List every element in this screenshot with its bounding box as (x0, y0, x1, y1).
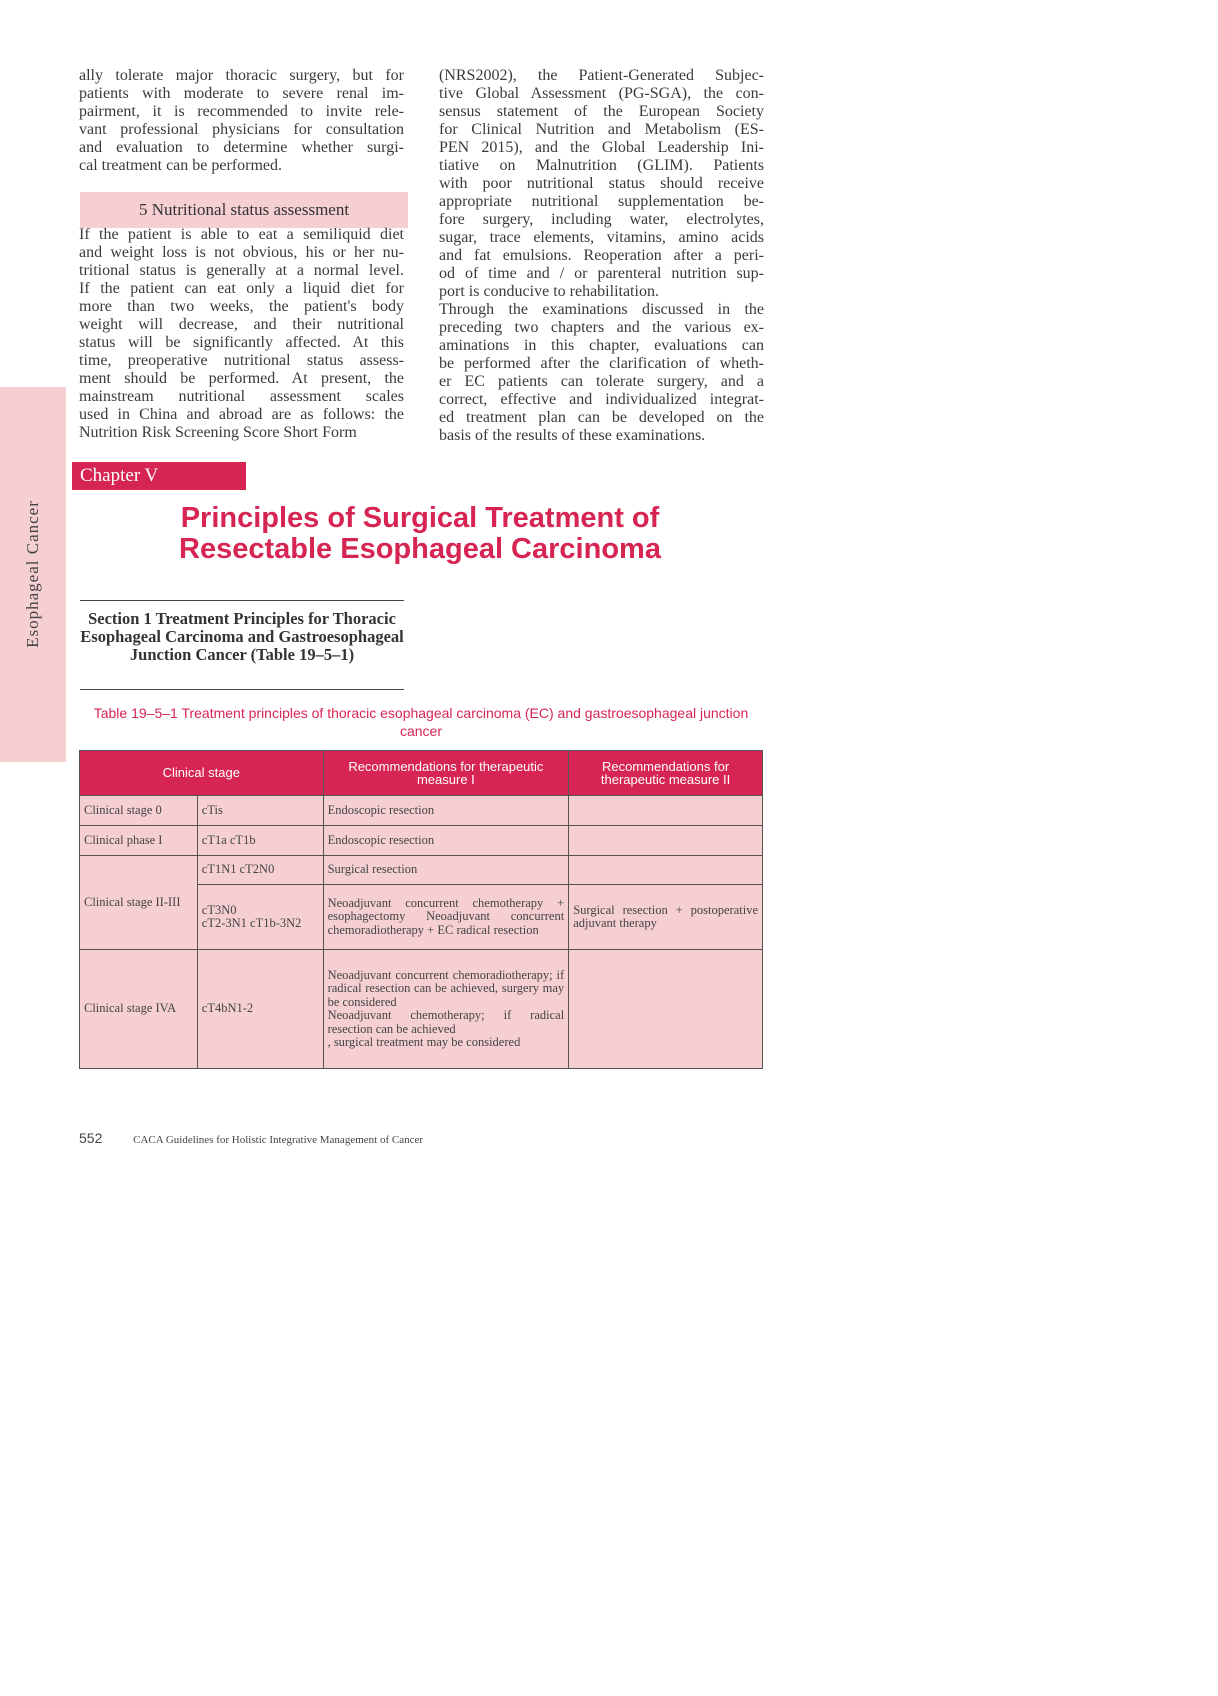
measure-1-cell: Surgical resection (323, 856, 569, 885)
table-row (80, 950, 763, 1069)
measure-1-cell: Endoscopic resection (323, 826, 569, 856)
chapter-label: Chapter V (72, 462, 246, 490)
left-top-paragraph (79, 67, 404, 175)
text-line: used in China and abroad are as follows: the (79, 406, 404, 423)
text-line: ment should be performed. At present, the (79, 370, 404, 387)
tnm-cell: cT4bN1-2 (197, 950, 323, 1069)
page-number: 552 (79, 1130, 103, 1146)
stage-cell: Clinical stage II-III (80, 856, 198, 950)
measure-2-cell (569, 796, 763, 826)
left-body-paragraph (79, 226, 404, 442)
text-line: cal treatment can be performed. (79, 157, 282, 174)
text-line: tive Global Assessment (PG-SGA), the con- (439, 85, 764, 102)
section-rule-bottom (80, 689, 404, 690)
text-line: od of time and / or parenteral nutrition sup- (439, 265, 764, 282)
table-caption: Table 19–5–1 Treatment principles of thoracic esophageal carcinoma (EC) and gastroesophageal junction cancer (93, 705, 749, 739)
text-line: ally tolerate major thoracic surgery, but for (79, 67, 404, 84)
text-line: weight will decrease, and their nutritional (79, 316, 404, 333)
stage-cell: Clinical stage IVA (80, 950, 198, 1069)
text-line: er EC patients can tolerate surgery, and a (439, 373, 764, 390)
text-line: (NRS2002), the Patient-Generated Subjec- (439, 67, 764, 84)
text-line: patients with moderate to severe renal im- (79, 85, 404, 102)
text-line: be performed after the clarification of wheth- (439, 355, 764, 372)
text-line: and weight loss is not obvious, his or her nu- (79, 244, 404, 261)
text-line: ed treatment plan can be developed on the (439, 409, 764, 426)
treatment-table (79, 750, 763, 1069)
text-line: If the patient can eat only a liquid diet for (79, 280, 404, 297)
text-line: PEN 2015), and the Global Leadership Ini- (439, 139, 764, 156)
text-line: and fat emulsions. Reoperation after a peri- (439, 247, 764, 264)
book-title: CACA Guidelines for Holistic Integrative Management of Cancer (133, 1134, 424, 1146)
tnm-cell: cT1N1 cT2N0 (197, 856, 323, 885)
text-line: If the patient is able to eat a semiliquid diet (79, 226, 404, 243)
tnm-cell: cTis (197, 796, 323, 826)
text-line: aminations in this chapter, evaluations can (439, 337, 764, 354)
text-line: fore surgery, including water, electrolytes, (439, 211, 764, 228)
header-measure-1: Recommendations for therapeutic measure I (323, 751, 569, 796)
text-line: appropriate nutritional supplementation be- (439, 193, 764, 210)
side-tab-label: Esophageal Cancer (23, 500, 42, 648)
nutrition-heading: 5 Nutritional status assessment (80, 192, 408, 228)
text-line: preceding two chapters and the various ex- (439, 319, 764, 336)
section-rule-top (80, 600, 404, 601)
measure-1-cell: Neoadjuvant concurrent chemotherapy + esophagectomy Neoadjuvant concurrent chemoradiotherapy + EC radical resection (323, 885, 569, 950)
table-row (80, 856, 763, 885)
measure-2-cell (569, 826, 763, 856)
tnm-cell: cT1a cT1b (197, 826, 323, 856)
table-row (80, 796, 763, 826)
text-line: and evaluation to determine whether surgi- (79, 139, 404, 156)
measure-2-cell: Surgical resection + postoperative adjuvant therapy (569, 885, 763, 950)
text-line: pairment, it is recommended to invite rele- (79, 103, 404, 120)
text-line: Through the examinations discussed in the (439, 301, 764, 318)
measure-2-cell (569, 950, 763, 1069)
tnm-cell: cT3N0 cT2-3N1 cT1b-3N2 (197, 885, 323, 950)
stage-cell: Clinical stage 0 (80, 796, 198, 826)
chapter-title (120, 503, 720, 565)
text-line: tritional status is generally at a normal level. (79, 262, 404, 279)
measure-2-cell (569, 856, 763, 885)
header-clinical-stage: Clinical stage (80, 751, 324, 796)
text-line: time, preoperative nutritional status assess- (79, 352, 404, 369)
text-line: port is conducive to rehabilitation. (439, 283, 659, 300)
text-line: with poor nutritional status should receive (439, 175, 764, 192)
text-line: sugar, trace elements, vitamins, amino acids (439, 229, 764, 246)
text-line: correct, effective and individualized integrat- (439, 391, 764, 408)
text-line: for Clinical Nutrition and Metabolism (ES- (439, 121, 764, 138)
header-measure-2: Recommendations for therapeutic measure II (569, 751, 763, 796)
text-line: Nutrition Risk Screening Score Short Form (79, 424, 357, 441)
section-title: Section 1 Treatment Principles for Thoracic Esophageal Carcinoma and Gastroesophageal Junction Cancer (Table 19–5–1) (80, 609, 404, 664)
table-row (80, 826, 763, 856)
text-line: status will be significantly affected. At this (79, 334, 404, 351)
page-footer (79, 1130, 423, 1146)
text-line: tiative on Malnutrition (GLIM). Patients (439, 157, 764, 174)
chapter-title-line-2: Resectable Esophageal Carcinoma (179, 533, 661, 565)
text-line: mainstream nutritional assessment scales (79, 388, 404, 405)
chapter-title-line-1: Principles of Surgical Treatment of (180, 502, 660, 534)
text-line: sensus statement of the European Society (439, 103, 764, 120)
text-line: more than two weeks, the patient's body (79, 298, 404, 315)
text-line: basis of the results of these examinations. (439, 427, 706, 444)
table-header-row (80, 751, 763, 796)
right-column-text (439, 67, 764, 445)
measure-1-cell: Endoscopic resection (323, 796, 569, 826)
stage-cell: Clinical phase I (80, 826, 198, 856)
side-tab (0, 387, 66, 762)
measure-1-cell: Neoadjuvant concurrent chemoradiotherapy; if radical resection can be achieved, surgery may be considered Neoadjuvant chemotherapy; if radical resection can be achieved , surgical treatment may be considered (323, 950, 569, 1069)
text-line: vant professional physicians for consultation (79, 121, 404, 138)
